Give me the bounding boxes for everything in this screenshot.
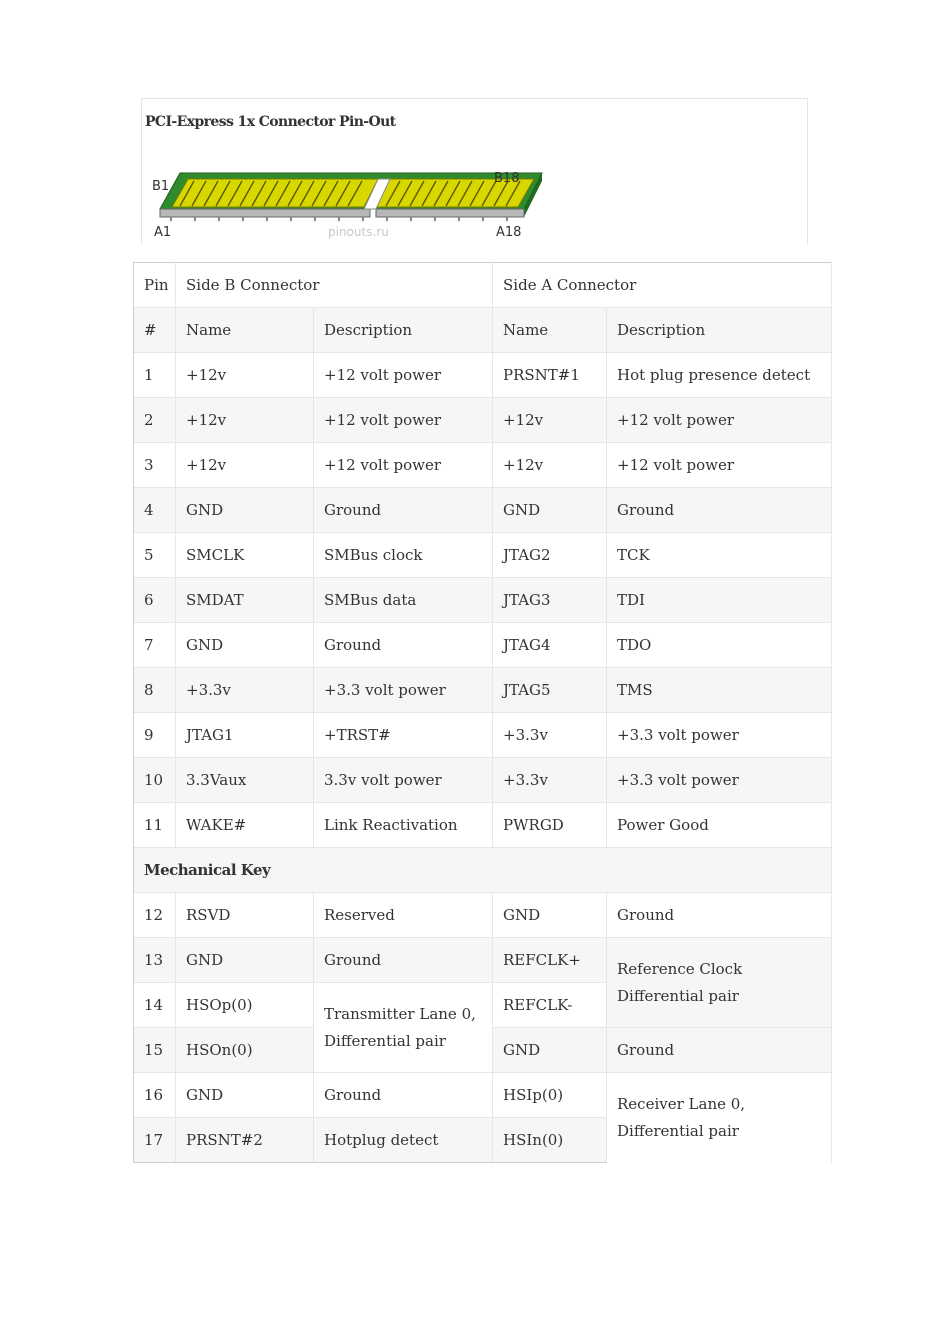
- a-desc: Ground: [607, 488, 832, 533]
- b-name: SMCLK: [176, 533, 314, 578]
- rx-desc-line2: Differential pair: [617, 1121, 739, 1140]
- pin-number: 1: [134, 353, 176, 398]
- a-name: PWRGD: [493, 803, 607, 848]
- pin-number: 4: [134, 488, 176, 533]
- rx-desc-line1: Receiver Lane 0,: [617, 1094, 746, 1113]
- header-b-name: Name: [176, 308, 314, 353]
- label-a18: A18: [496, 225, 522, 240]
- pin-number: 15: [134, 1028, 176, 1073]
- pin-number: 2: [134, 398, 176, 443]
- b-desc: 3.3v volt power: [314, 758, 493, 803]
- header-pin: Pin: [134, 263, 176, 308]
- b-name: JTAG1: [176, 713, 314, 758]
- table-row: [134, 803, 832, 848]
- b-name: WAKE#: [176, 803, 314, 848]
- a-name: HSIn(0): [493, 1118, 607, 1163]
- table-column-header-row: [134, 308, 832, 353]
- pin-number: 17: [134, 1118, 176, 1163]
- b-desc: +3.3 volt power: [314, 668, 493, 713]
- a-name: +12v: [493, 443, 607, 488]
- pin-number: 11: [134, 803, 176, 848]
- a-desc: Power Good: [607, 803, 832, 848]
- table-group-header-row: [134, 263, 832, 308]
- table-row: [134, 758, 832, 803]
- a-desc: Ground: [607, 1028, 832, 1073]
- table-row: [134, 353, 832, 398]
- header-b-desc: Description: [314, 308, 493, 353]
- tx-desc-line1: Transmitter Lane 0,: [324, 1004, 476, 1023]
- mechanical-key-label: Mechanical Key: [134, 848, 832, 893]
- b-desc: +TRST#: [314, 713, 493, 758]
- b-desc: Link Reactivation: [314, 803, 493, 848]
- b-desc: Ground: [314, 938, 493, 983]
- b-name: PRSNT#2: [176, 1118, 314, 1163]
- a-name: GND: [493, 893, 607, 938]
- b-desc: Ground: [314, 1073, 493, 1118]
- header-a-name: Name: [493, 308, 607, 353]
- b-name: GND: [176, 1073, 314, 1118]
- a-name: JTAG2: [493, 533, 607, 578]
- a-name: REFCLK-: [493, 983, 607, 1028]
- a-desc: +12 volt power: [607, 443, 832, 488]
- a-name: HSIp(0): [493, 1073, 607, 1118]
- a-name: +3.3v: [493, 713, 607, 758]
- b-desc: SMBus clock: [314, 533, 493, 578]
- a-desc: TCK: [607, 533, 832, 578]
- b-name: GND: [176, 938, 314, 983]
- b-name: +12v: [176, 443, 314, 488]
- pin-number: 10: [134, 758, 176, 803]
- b-name: 3.3Vaux: [176, 758, 314, 803]
- table-row: [134, 938, 832, 983]
- b-name: SMDAT: [176, 578, 314, 623]
- header-side-b: Side B Connector: [176, 263, 493, 308]
- pin-number: 6: [134, 578, 176, 623]
- a-name: +12v: [493, 398, 607, 443]
- a-name: JTAG3: [493, 578, 607, 623]
- refclk-desc: [607, 938, 832, 1028]
- tx-desc: [314, 983, 493, 1073]
- b-name: +3.3v: [176, 668, 314, 713]
- table-row: [134, 533, 832, 578]
- tx-desc-line2: Differential pair: [324, 1031, 446, 1050]
- a-name: +3.3v: [493, 758, 607, 803]
- mechanical-key-row: [134, 848, 832, 893]
- b-desc: +12 volt power: [314, 443, 493, 488]
- a-name: GND: [493, 1028, 607, 1073]
- label-a1: A1: [154, 225, 172, 240]
- table-row: [134, 668, 832, 713]
- table-row: [134, 398, 832, 443]
- pin-number: 14: [134, 983, 176, 1028]
- rx-desc: [607, 1073, 832, 1163]
- table-row: [134, 1073, 832, 1118]
- pcb-edge-left: [160, 209, 370, 217]
- pcb-edge-right: [376, 209, 524, 217]
- a-name: REFCLK+: [493, 938, 607, 983]
- b-desc: +12 volt power: [314, 398, 493, 443]
- table-row: [134, 443, 832, 488]
- refclk-desc-line2: Differential pair: [617, 986, 739, 1005]
- label-b1: B1: [152, 179, 170, 194]
- table-row: [134, 623, 832, 668]
- a-desc: TDI: [607, 578, 832, 623]
- b-desc: Reserved: [314, 893, 493, 938]
- b-name: HSOp(0): [176, 983, 314, 1028]
- pinout-table: [133, 262, 832, 1163]
- b-name: +12v: [176, 353, 314, 398]
- b-desc: Ground: [314, 488, 493, 533]
- b-name: GND: [176, 623, 314, 668]
- header-a-desc: Description: [607, 308, 832, 353]
- a-name: JTAG4: [493, 623, 607, 668]
- a-name: JTAG5: [493, 668, 607, 713]
- a-desc: TDO: [607, 623, 832, 668]
- pin-number: 13: [134, 938, 176, 983]
- b-desc: Hotplug detect: [314, 1118, 493, 1163]
- b-name: RSVD: [176, 893, 314, 938]
- table-row: [134, 893, 832, 938]
- table-row: [134, 713, 832, 758]
- header-side-a: Side A Connector: [493, 263, 832, 308]
- a-desc: Ground: [607, 893, 832, 938]
- pin-number: 16: [134, 1073, 176, 1118]
- contact-row-left: [172, 179, 378, 207]
- connector-figure-box: [141, 98, 808, 244]
- pin-number: 7: [134, 623, 176, 668]
- b-name: +12v: [176, 398, 314, 443]
- b-desc: Ground: [314, 623, 493, 668]
- table-row: [134, 488, 832, 533]
- pin-number: 9: [134, 713, 176, 758]
- a-desc: +3.3 volt power: [607, 758, 832, 803]
- a-desc: TMS: [607, 668, 832, 713]
- refclk-desc-line1: Reference Clock: [617, 959, 743, 978]
- a-desc: +12 volt power: [607, 398, 832, 443]
- pin-number: 12: [134, 893, 176, 938]
- pin-number: 8: [134, 668, 176, 713]
- a-name: GND: [493, 488, 607, 533]
- header-num: #: [134, 308, 176, 353]
- a-desc: +3.3 volt power: [607, 713, 832, 758]
- b-name: HSOn(0): [176, 1028, 314, 1073]
- b-name: GND: [176, 488, 314, 533]
- watermark: pinouts.ru: [328, 225, 389, 239]
- b-desc: +12 volt power: [314, 353, 493, 398]
- connector-diagram: [150, 167, 546, 243]
- a-desc: Hot plug presence detect: [607, 353, 832, 398]
- pin-number: 3: [134, 443, 176, 488]
- b-desc: SMBus data: [314, 578, 493, 623]
- a-name: PRSNT#1: [493, 353, 607, 398]
- label-b18: B18: [494, 171, 520, 186]
- page-title: PCI-Express 1x Connector Pin-Out: [145, 114, 396, 130]
- table-row: [134, 578, 832, 623]
- pin-number: 5: [134, 533, 176, 578]
